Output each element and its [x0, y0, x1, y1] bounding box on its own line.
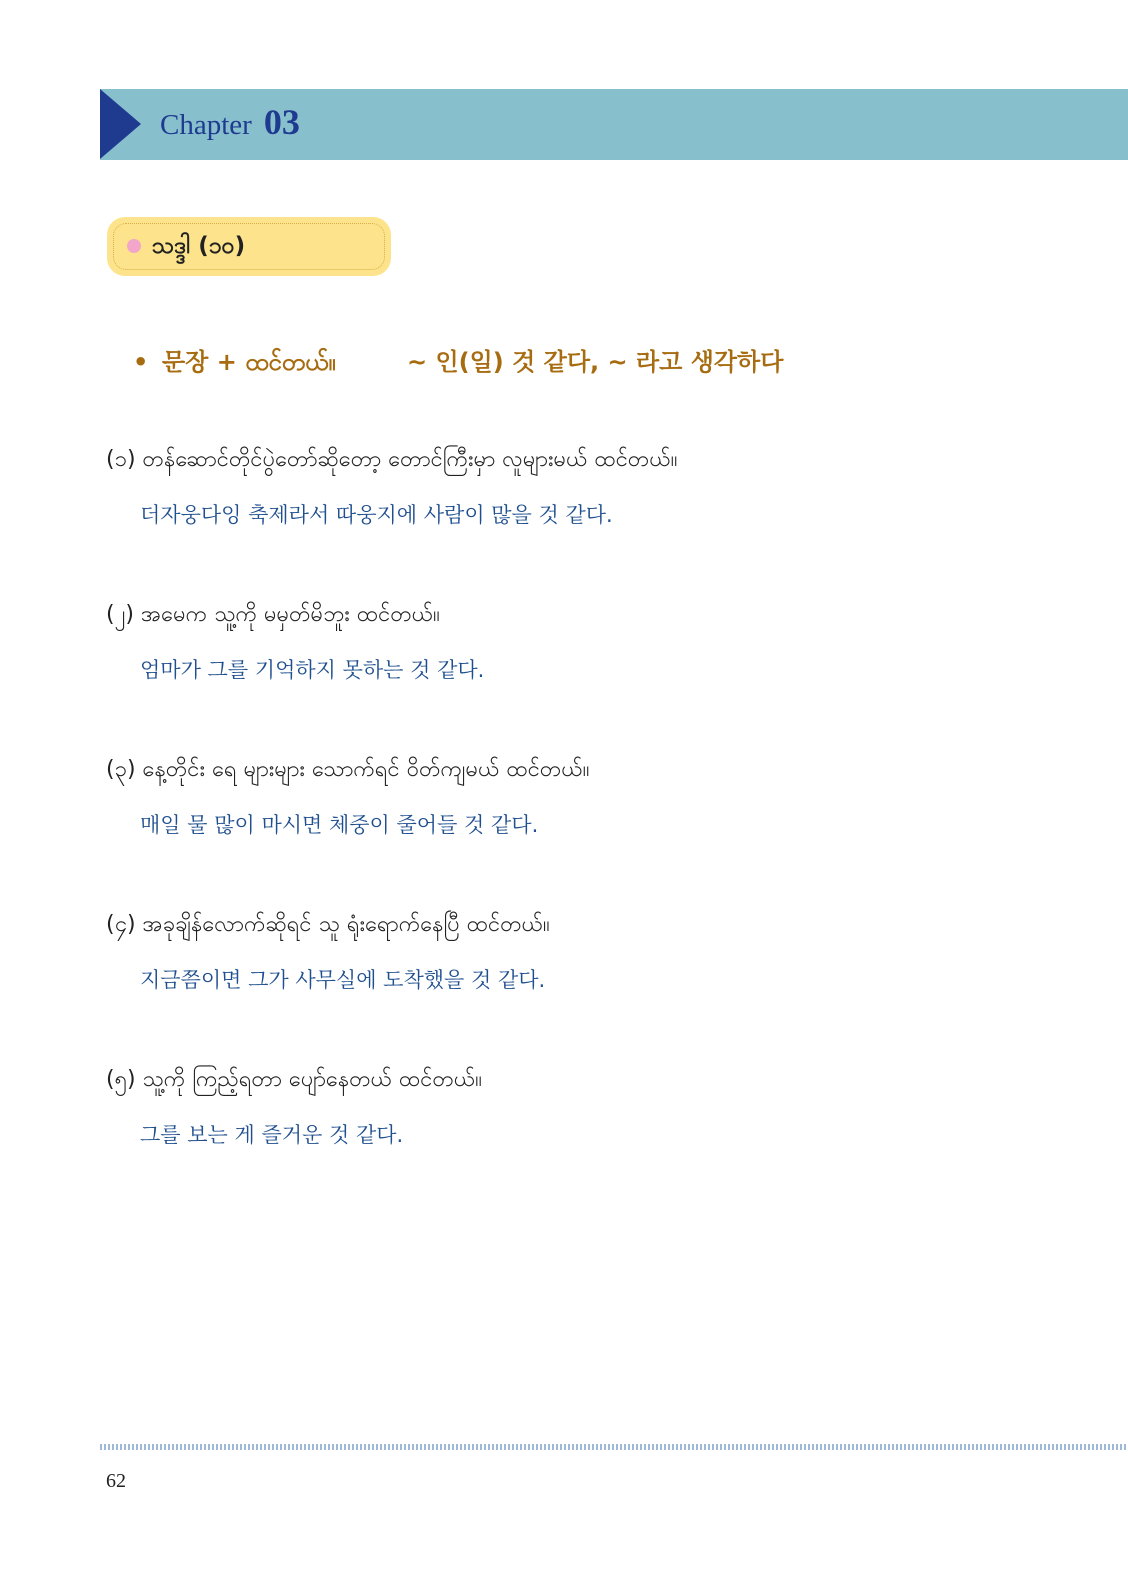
page-number: 62	[106, 1470, 126, 1492]
example-korean-translation: 매일 물 많이 마시면 체중이 줄어들 것 같다.	[140, 813, 539, 837]
lesson-label: သဒ္ဒါ (၁၀)	[152, 233, 246, 259]
example-korean-translation: 엄마가 그를 기억하지 못하는 것 같다.	[140, 658, 485, 682]
example-item	[106, 909, 1066, 995]
chapter-word: Chapter	[160, 109, 252, 141]
chapter-title	[160, 101, 300, 147]
bullet-icon: •	[133, 348, 149, 376]
grammar-meaning: ~ 인(일) 것 같다, ~ 라고 생각하다	[407, 348, 784, 376]
grammar-pattern: 문장 + ထင်တယ်။	[162, 348, 336, 376]
example-item	[106, 599, 1066, 685]
example-korean-translation: 지금쯤이면 그가 사무실에 도착했을 것 같다.	[140, 968, 546, 992]
example-myanmar-sentence: (၃) နေ့တိုင်း ရေ များများ သောက်ရင် ဝိတ်ကျမယ် ထင်တယ်။	[106, 757, 590, 782]
pink-dot-icon	[127, 239, 141, 253]
example-myanmar-sentence: (၄) အခုချိန်လောက်ဆိုရင် သူ ရုံးရောက်နေပြီ ထင်တယ်။	[106, 912, 550, 937]
example-item	[106, 444, 1066, 530]
example-myanmar-sentence: (၂) အမေက သူ့ကို မမှတ်မိဘူး ထင်တယ်။	[106, 602, 440, 627]
example-item	[106, 1064, 1066, 1150]
chapter-number: 03	[263, 102, 300, 142]
footer-dotted-rule	[100, 1444, 1128, 1450]
example-korean-translation: 그를 보는 게 즐거운 것 같다.	[140, 1123, 404, 1147]
example-myanmar-sentence: (၁) တန်ဆောင်တိုင်ပွဲတော်ဆိုတော့ တောင်ကြီးမှာ လူများမယ် ထင်တယ်။	[106, 447, 678, 472]
example-korean-translation: 더자웅다잉 축제라서 따웅지에 사람이 많을 것 같다.	[140, 503, 613, 527]
lesson-badge	[107, 217, 391, 276]
example-item	[106, 754, 1066, 840]
chapter-arrow-icon	[100, 89, 141, 159]
example-myanmar-sentence: (၅) သူ့ကို ကြည့်ရတာ ပျော်နေတယ် ထင်တယ်။	[106, 1067, 482, 1092]
